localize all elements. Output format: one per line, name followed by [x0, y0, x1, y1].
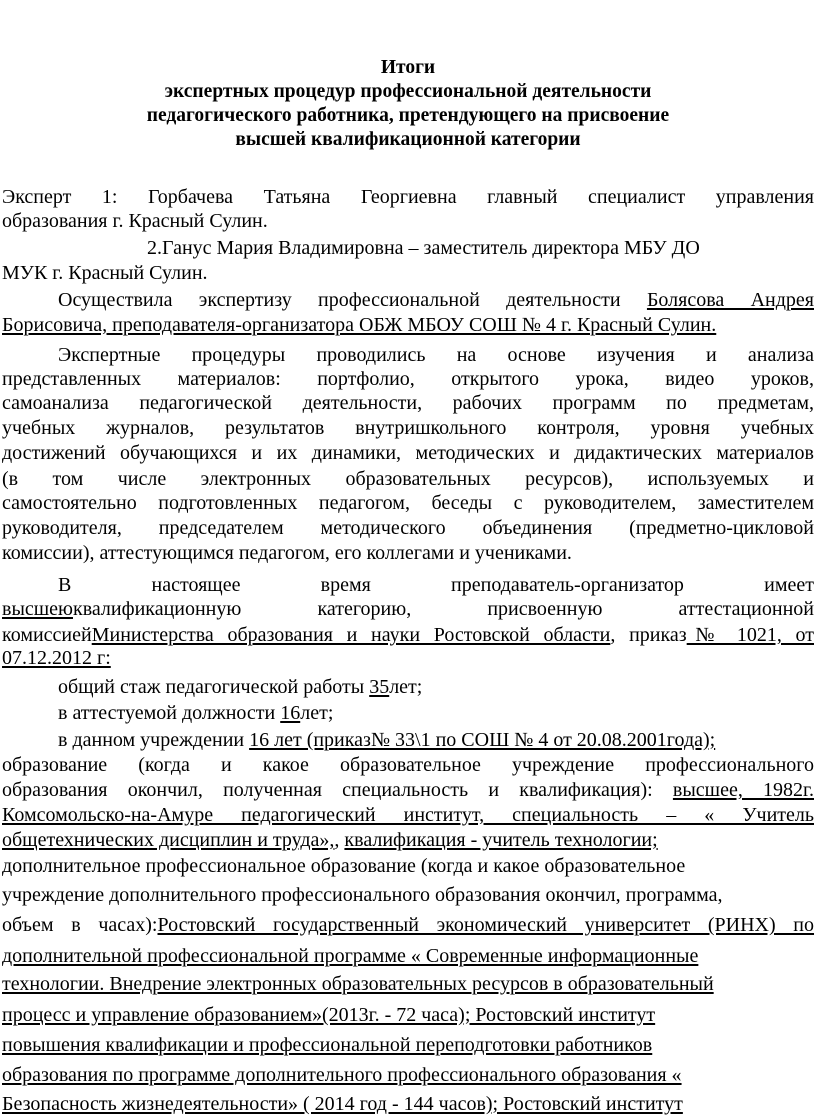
text-line — [2, 597, 814, 621]
underlined-text: общетехнических дисциплин и труда», — [2, 829, 335, 851]
title-line-3: педагогического работника, претендующего на присвоение — [146, 105, 670, 126]
text-span: образования окончил, полученная специальность и квалификация): — [2, 779, 673, 801]
text-line — [2, 1033, 814, 1057]
underlined-text: повышения квалификации и профессиональной переподготовки работников — [2, 1034, 653, 1056]
text-line — [2, 416, 814, 440]
underlined-text: высшее, 1982г. — [672, 779, 814, 801]
text-span: образование (когда и какое образовательное учреждение профессионального — [2, 754, 814, 776]
text-span: В настоящее время преподаватель-организатор имеет — [58, 574, 814, 596]
text-span: учебных журналов, результатов внутришкольного контроля, уровня учебных — [2, 417, 814, 439]
text-line — [2, 913, 814, 937]
text-line — [2, 1092, 814, 1116]
text-line — [2, 391, 814, 415]
underlined-text: Ростовский государственный экономический университет (РИНХ) по — [157, 914, 815, 936]
underlined-text: 07.12.2012 г: — [2, 647, 111, 669]
underlined-text: высшею — [2, 598, 73, 620]
text-line — [2, 367, 814, 391]
text-span: комиссии), аттестующимся педагогом, его коллегами и учениками. — [2, 542, 572, 564]
text-line — [2, 883, 814, 907]
text-line — [2, 541, 814, 565]
text-line — [2, 803, 814, 827]
underlined-text: Безопасность жизнедеятельности» ( 2014 год - 144 часов); Ростовский институт — [2, 1093, 683, 1115]
text-span: комиссией — [2, 624, 92, 646]
text-line — [2, 1003, 814, 1027]
text-span: лет; — [389, 676, 423, 698]
text-line — [2, 516, 814, 540]
text-span: представленных материалов: портфолио, открытого урока, видео уроков, — [2, 368, 814, 390]
title-line-1: Итоги — [380, 57, 436, 78]
text-span: в данном учреждении — [58, 729, 250, 751]
text-line — [2, 623, 814, 647]
text-line — [2, 1063, 814, 1087]
text-line — [2, 491, 814, 515]
text-span: , приказ — [610, 624, 687, 646]
text-line — [2, 209, 814, 233]
text-line — [2, 778, 814, 802]
underlined-text: образования по программе дополнительного профессионального образования « — [2, 1064, 682, 1086]
text-span: Эксперт 1: Горбачева Татьяна Георгиевна главный специалист управления — [2, 186, 814, 208]
text-line — [2, 467, 814, 491]
text-span: дополнительное профессиональное образование (когда и какое образовательное — [2, 855, 686, 877]
underlined-text: 16 — [280, 702, 301, 724]
underlined-text: № 1021, от — [686, 624, 814, 646]
text-line — [2, 828, 814, 852]
text-span: руководителя, председателем методического объединения (предметно-цикловой — [2, 517, 814, 539]
text-line — [2, 854, 814, 878]
text-span: самостоятельно подготовленных педагогом, беседы с руководителем, заместителем — [2, 492, 814, 514]
text-line — [58, 343, 814, 367]
title-line-4: высшей квалификационной категории — [235, 129, 581, 150]
text-line — [2, 313, 814, 337]
text-line — [147, 236, 814, 260]
underlined-text: процесс и управление образованием»(2013г. - 72 часа); Ростовский институт — [2, 1004, 656, 1026]
underlined-text: Болясова Андрея — [646, 289, 814, 311]
title-line-2: экспертных процедур профессиональной деятельности — [164, 81, 652, 102]
underlined-text: 35 — [369, 676, 390, 698]
text-line — [58, 573, 814, 597]
text-span: 2.Ганус Мария Владимировна – заместитель директора МБУ ДО — [147, 237, 700, 259]
text-line — [58, 701, 814, 725]
text-span: в аттестуемой должности — [58, 702, 281, 724]
text-span: учреждение дополнительного профессионального образования окончил, программа, — [2, 884, 723, 906]
text-span: общий стаж педагогической работы — [58, 676, 370, 698]
text-line — [2, 646, 814, 670]
underlined-text: технологии. Внедрение электронных образовательных ресурсов в образовательный — [2, 973, 714, 995]
text-span: образования г. Красный Сулин. — [2, 210, 268, 232]
text-line — [2, 972, 814, 996]
text-line — [2, 441, 814, 465]
text-span: достижений обучающихся и их динамики, методических и дидактических материалов — [2, 442, 814, 464]
text-span: лет; — [300, 702, 334, 724]
text-line — [58, 288, 814, 312]
text-span: Осуществила экспертизу профессиональной деятельности — [58, 289, 647, 311]
underlined-text: Министерства образования и науки Ростовской области — [91, 624, 611, 646]
text-line — [2, 753, 814, 777]
text-span: , — [334, 829, 345, 851]
underlined-text: Борисовича, преподавателя-организатора ОБЖ МБОУ СОШ № 4 г. Красный Сулин. — [2, 314, 717, 336]
underlined-text: 16 лет (приказ№ 33\1 по СОШ № 4 от 20.08.2001года); — [249, 729, 716, 751]
text-line — [2, 261, 814, 285]
text-span: (в том числе электронных образовательных ресурсов), используемых и — [2, 468, 814, 490]
underlined-text: дополнительной профессиональной программе « Современные информационные — [2, 945, 699, 967]
text-span: квалификационную категорию, присвоенную аттестационной — [72, 598, 814, 620]
underlined-text: Комсомольско-на-Амуре педагогический институт, специальность – « Учитель — [2, 804, 814, 826]
text-line — [58, 728, 814, 752]
underlined-text: квалификация - учитель технологии; — [344, 829, 658, 851]
text-span: Экспертные процедуры проводились на основе изучения и анализа — [58, 344, 814, 366]
text-span: самоанализа педагогической деятельности, рабочих программ по предметам, — [2, 392, 814, 414]
text-span: МУК г. Красный Сулин. — [2, 262, 208, 284]
text-line — [2, 185, 814, 209]
text-line — [58, 675, 814, 699]
text-span: объем в часах): — [2, 914, 158, 936]
text-line — [2, 944, 814, 968]
